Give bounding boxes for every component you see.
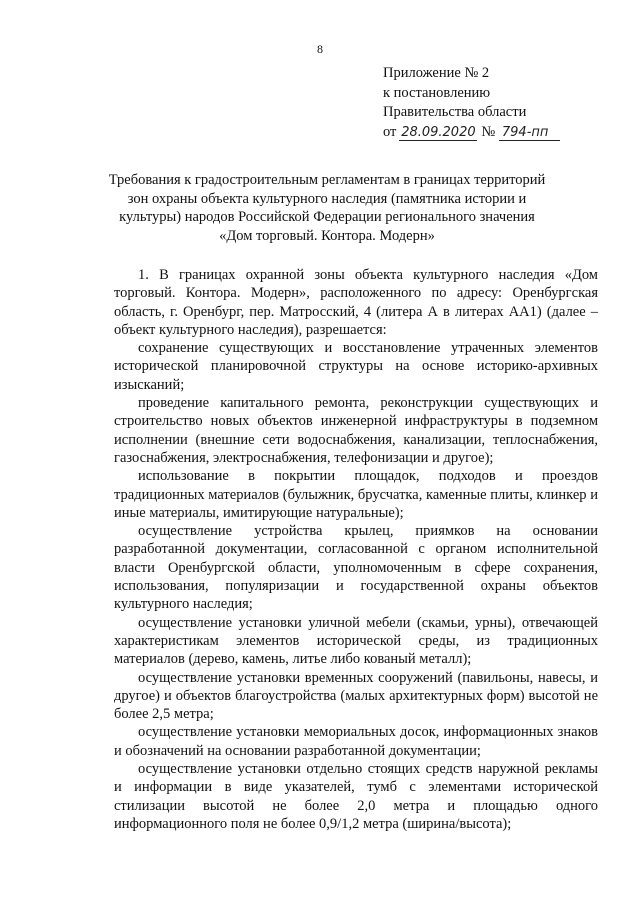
handwritten-number: 794-пп — [499, 125, 560, 141]
paragraph: проведение капитального ремонта, реконструкции существующих и строительство новых объектов инженерной инфраструктуры в подземном исполнении (внешние сети водоснабжения, канализации, теплоснабжения, газоснабжения, электроснабжения, телефонизации и другое); — [114, 395, 598, 466]
appendix-government-line: Правительства области — [383, 104, 527, 120]
paragraph: осуществление установки мемориальных досок, информационных знаков и обозначений на основании разработанной документации; — [114, 724, 598, 759]
paragraph: сохранение существующих и восстановление утраченных элементов исторической планировочной структуры на основе историко-архивных изысканий; — [114, 340, 598, 393]
paragraph: осуществление установки временных сооружений (павильоны, навесы, и другое) и объектов благоустройства (малых архитектурных форм) высотой не более 2,5 метра; — [114, 669, 598, 723]
document-body — [114, 266, 598, 833]
document-title: Требования к градостроительным регламентам в границах территорий зон охраны объекта культурного наследия (памятника истории и культуры) народов Российской Федерации регионального значения «Дом торговый. Контора. Модерн» — [108, 172, 546, 244]
number-label: № — [481, 123, 496, 140]
paragraph: осуществление установки уличной мебели (скамьи, урны), отвечающей характеристикам элементов исторической среды, из традиционных материалов (дерево, камень, литье либо кованый металл); — [114, 614, 598, 668]
from-label: от — [383, 123, 397, 140]
appendix-header — [383, 64, 613, 142]
appendix-date-number-line — [383, 123, 613, 143]
paragraph: осуществление устройства крылец, приямков на основании разработанной документации, согласованной с органом исполнительной власти Оренбургской области, уполномоченным в сфере сохранения, использования, популяризации и государственной охраны объектов культурного наследия; — [114, 523, 598, 613]
paragraph: использование в покрытии площадок, подходов и проездов традиционных материалов (булыжник, брусчатка, каменные плиты, клинкер и иные материалы, имитирующие натуральные); — [114, 468, 598, 521]
appendix-resolution-line: к постановлению — [383, 84, 491, 101]
page-number: 8 — [317, 42, 323, 56]
handwritten-date: 28.09.2020 — [401, 124, 476, 140]
appendix-title: Приложение № 2 — [383, 65, 490, 81]
paragraph: 1. В границах охранной зоны объекта культурного наследия «Дом торговый. Контора. Модерн», расположенного по адресу: Оренбургская область, г. Оренбург, пер. Матросский, 4 (литера А в литерах АА1) (далее – объект культурного наследия), разрешается: — [114, 267, 598, 338]
paragraph: осуществление установки отдельно стоящих средств наружной рекламы и информации в виде указателей, тумб с элементами исторической стилизации высотой не более 2,0 метра и площадью одного информационного поля не более 0,9/1,2 метра (ширина/высота); — [114, 761, 598, 832]
